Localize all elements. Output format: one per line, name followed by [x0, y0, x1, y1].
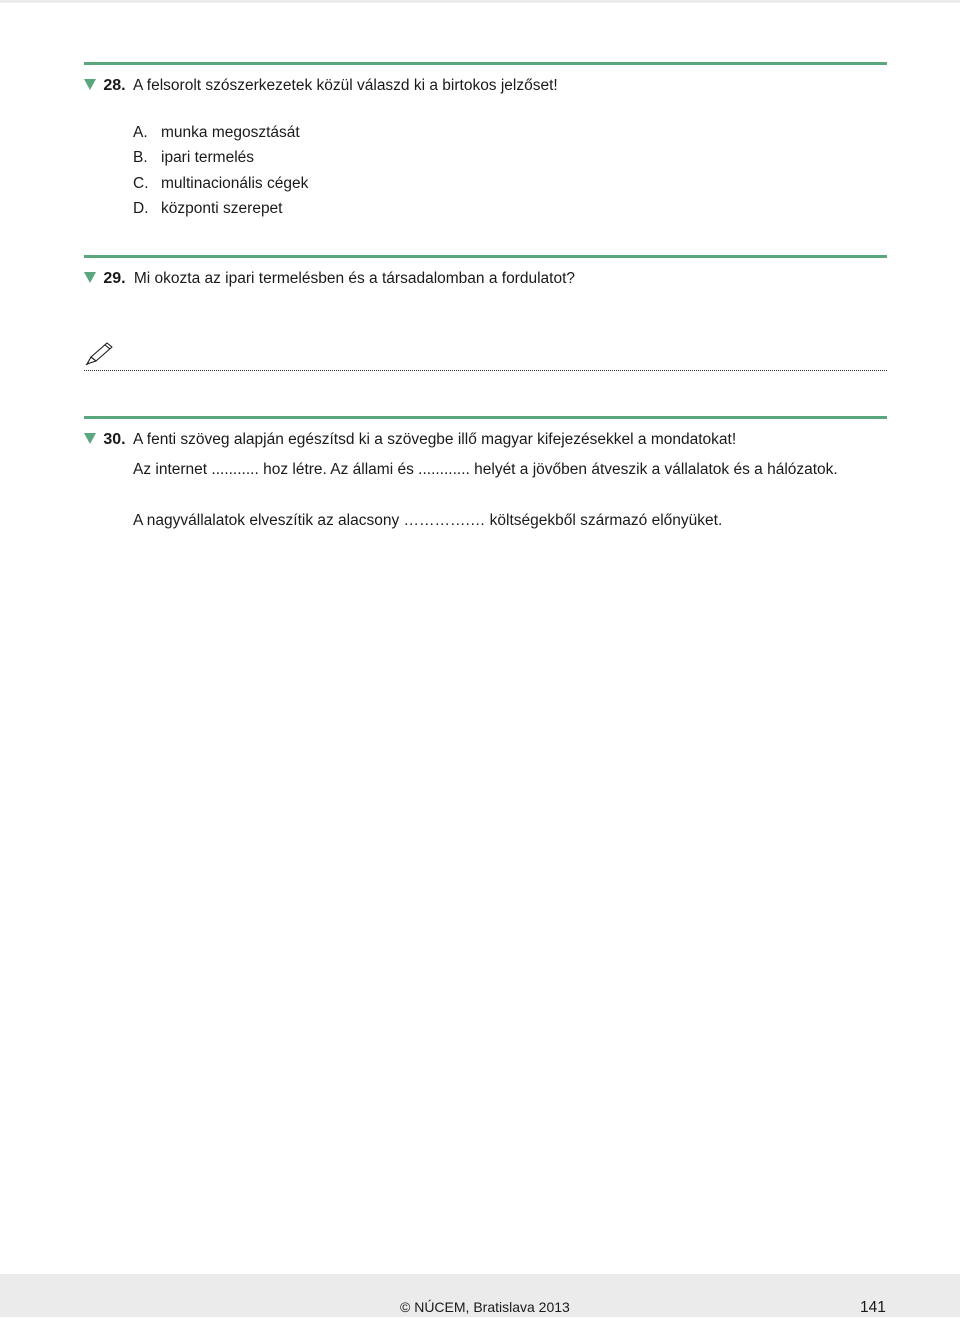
fill-in-paragraph-1: Az internet ........... hoz létre. Az állami és ............ helyét a jövőben átveszik a vállalatok és a hálózatok.: [133, 461, 838, 478]
option-text: központi szerepet: [161, 200, 283, 217]
question-prompt: Mi okozta az ipari termelésben és a társadalomban a fordulatot?: [133, 270, 576, 287]
answer-line[interactable]: [84, 370, 887, 371]
option-c: [133, 173, 308, 195]
option-letter: D.: [133, 200, 149, 217]
option-letter: C.: [133, 175, 149, 192]
question-30-rule: [84, 416, 887, 419]
option-letter: B.: [133, 149, 148, 166]
question-29-heading: [84, 268, 575, 290]
question-28-rule: [84, 62, 887, 65]
fill-in-paragraph-2: A nagyvállalatok elveszítik az alacsony ………….… költségekből származó előnyüket.: [133, 512, 723, 529]
down-triangle-icon: [84, 272, 96, 283]
option-d: [133, 198, 283, 220]
question-30-heading: [84, 429, 736, 451]
page-number: 141: [860, 1299, 886, 1316]
question-29-rule: [84, 255, 887, 258]
down-triangle-icon: [84, 79, 96, 90]
option-a: [133, 122, 300, 144]
footer-copyright: © NÚCEM, Bratislava 2013: [400, 1299, 570, 1315]
top-strip: [0, 0, 960, 3]
option-text: multinacionális cégek: [161, 175, 309, 192]
question-prompt: A fenti szöveg alapján egészítsd ki a szövegbe illő magyar kifejezésekkel a mondatokat!: [133, 431, 737, 448]
down-triangle-icon: [84, 433, 96, 444]
pencil-icon: [83, 339, 115, 365]
question-number: 29.: [103, 270, 126, 287]
question-prompt: A felsorolt szószerkezetek közül válaszd ki a birtokos jelzőset!: [133, 77, 558, 94]
question-28-heading: [84, 75, 558, 97]
option-letter: A.: [133, 124, 148, 141]
option-b: [133, 147, 254, 169]
option-text: ipari termelés: [161, 149, 255, 166]
question-number: 30.: [103, 431, 126, 448]
option-text: munka megosztását: [161, 124, 300, 141]
question-number: 28.: [103, 77, 126, 94]
